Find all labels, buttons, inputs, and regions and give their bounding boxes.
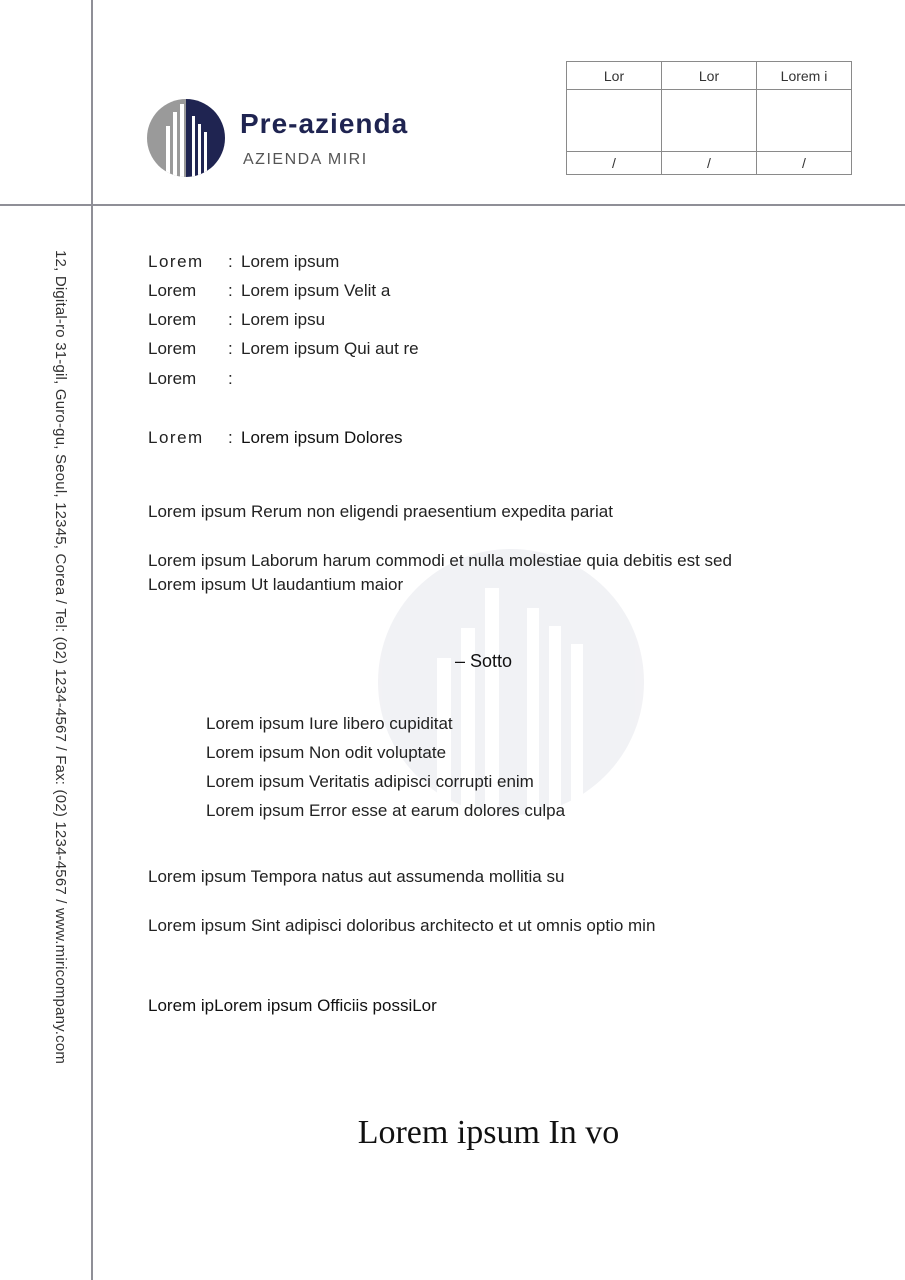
approval-table [566,61,852,175]
approval-header-cell: Lor [567,62,662,90]
company-logo-icon [146,98,226,178]
body-paragraph: Lorem ipsum Sint adipisci doloribus architecto et ut omnis optio min [148,916,656,935]
field-value: Lorem ipsum Qui aut re [241,339,419,358]
list-item: Lorem ipsum Non odit voluptate [206,743,447,762]
list-item: Lorem ipsum Error esse at earum dolores culpa [206,801,566,820]
field-separator: : [228,369,233,388]
field-separator: : [228,281,233,300]
approval-signature-cell [567,90,662,152]
body-paragraph: Lorem ipsum Tempora natus aut assumenda mollitia su [148,867,565,886]
field-label: Lorem [148,252,204,271]
section-heading: – Sotto [455,651,513,671]
field-separator: : [228,339,233,358]
sidebar-address: 12, Digital-ro 31-gil, Guro-gu, Seoul, 12345, Corea / Tel: (02) 1234-4567 / Fax: (02) 1234-4567 / www.miricompany.com [52,250,69,1065]
approval-signature-cell [662,90,757,152]
field-label: Lorem [148,339,197,358]
field-value: Lorem ipsum Velit a [241,281,391,300]
body-paragraph: Lorem ipsum Laborum harum commodi et nulla molestiae quia debitis est sed [148,551,732,570]
horizontal-rule [0,204,905,206]
approval-date-cell: / [567,152,662,175]
field-separator: : [228,252,233,271]
item-list [206,712,565,828]
list-item: Lorem ipsum Iure libero cupiditat [206,714,453,733]
body-paragraph: Lorem ipsum Rerum non eligendi praesentium expedita pariat [148,502,613,521]
vertical-rule [91,0,93,1280]
approval-date-cell: / [662,152,757,175]
field-label: Lorem [148,369,197,388]
signature-line: Lorem ipLorem ipsum Officiis possiLor [148,996,437,1015]
field-label: Lorem [148,428,204,447]
brand-name: Pre-azienda [240,108,409,139]
body-paragraph: Lorem ipsum Ut laudantium maior [148,575,404,594]
approval-signature-cell [757,90,852,152]
footer-title: Lorem ipsum In vo [357,1114,620,1151]
field-label: Lorem [148,281,197,300]
approval-header-cell: Lor [662,62,757,90]
field-value: Lorem ipsum [241,252,340,271]
approval-date-cell: / [757,152,852,175]
field-separator: : [228,310,233,329]
field-value: Lorem ipsu [241,310,326,329]
field-value: Lorem ipsum Dolores [241,428,403,447]
field-separator: : [228,428,233,447]
list-item: Lorem ipsum Veritatis adipisci corrupti enim [206,772,534,791]
approval-header-cell: Lorem i [757,62,852,90]
brand-subtitle: AZIENDA MIRI [243,151,368,168]
field-label: Lorem [148,310,197,329]
